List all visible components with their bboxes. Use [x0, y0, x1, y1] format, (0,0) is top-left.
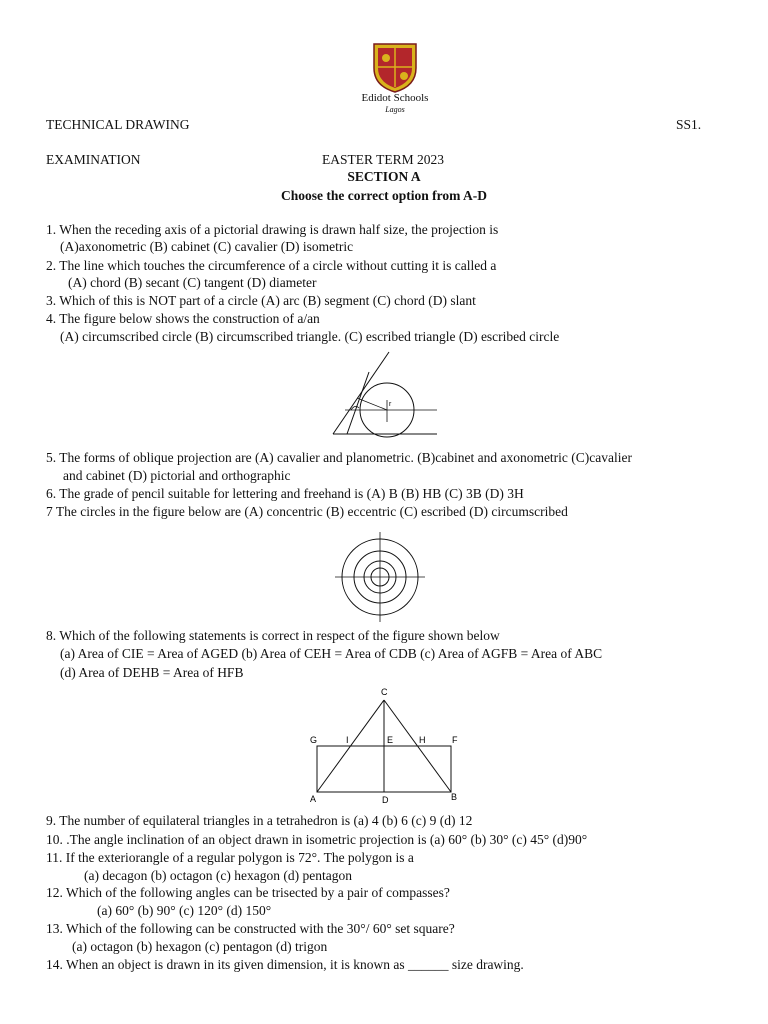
- question-1-options: (A)axonometric (B) cabinet (C) cavalier (D) isometric: [60, 239, 354, 254]
- question-11-options: (a) decagon (b) octagon (c) hexagon (d) pentagon: [84, 868, 353, 883]
- question-2-options: (A) chord (B) secant (C) tangent (D) diameter: [68, 275, 317, 290]
- figure1-label-r: r: [389, 401, 392, 408]
- logo-school-name: Edidot Schools: [361, 92, 429, 104]
- concentric-circles-figure: [335, 532, 425, 622]
- question-12-options: (a) 60° (b) 90° (c) 120° (d) 150°: [97, 903, 272, 918]
- question-2: 2. The line which touches the circumference of a circle without cutting it is called a: [46, 258, 497, 273]
- question-12: 12. Which of the following angles can be trisected by a pair of compasses?: [46, 885, 450, 900]
- exam-label: EXAMINATION: [46, 152, 141, 167]
- question-3: 3. Which of this is NOT part of a circle (A) arc (B) segment (C) chord (D) slant: [46, 293, 476, 308]
- figure3-label-H: H: [419, 735, 426, 745]
- logo-location: Lagos: [385, 105, 405, 114]
- figure3-label-G: G: [310, 735, 318, 745]
- figure3-label-E: E: [387, 735, 394, 745]
- figure3-label-F: F: [452, 735, 458, 745]
- question-5: 5. The forms of oblique projection are (A) cavalier and planometric. (B)cabinet and axonometric (C)cavalier: [46, 450, 633, 465]
- question-6: 6. The grade of pencil suitable for lettering and freehand is (A) B (B) HB (C) 3B (D) 3H: [46, 486, 524, 501]
- figure3-label-I: I: [346, 735, 349, 745]
- figure3-label-A: A: [310, 794, 317, 804]
- term-label: EASTER TERM 2023: [322, 152, 445, 167]
- triangle-rectangle-figure: [305, 684, 465, 806]
- figure3-label-B: B: [451, 792, 458, 802]
- question-8-options-2: (d) Area of DEHB = Area of HFB: [60, 665, 244, 680]
- figure3-label-D: D: [382, 795, 389, 805]
- subject-title: TECHNICAL DRAWING: [46, 117, 190, 132]
- question-8: 8. Which of the following statements is correct in respect of the figure shown below: [46, 628, 500, 643]
- question-9: 9. The number of equilateral triangles in a tetrahedron is (a) 4 (b) 6 (c) 9 (d) 12: [46, 813, 473, 828]
- question-13: 13. Which of the following can be constructed with the 30°/ 60° set square?: [46, 921, 455, 936]
- instruction-text: Choose the correct option from A-D: [280, 188, 488, 203]
- escribed-circle-figure: [325, 350, 445, 442]
- question-10: 10. .The angle inclination of an object drawn in isometric projection is (a) 60° (b) 30° (c) 45° (d)90°: [46, 832, 588, 847]
- question-4: 4. The figure below shows the construction of a/an: [46, 311, 320, 326]
- question-7: 7 The circles in the figure below are (A) concentric (B) eccentric (C) escribed (D) circumscribed: [46, 504, 568, 519]
- question-13-options: (a) octagon (b) hexagon (c) pentagon (d) trigon: [72, 939, 328, 954]
- question-8-options: (a) Area of CIE = Area of AGED (b) Area of CEH = Area of CDB (c) Area of AGFB = Area of ABC: [60, 646, 603, 661]
- question-5-options: and cabinet (D) pictorial and orthographic: [63, 468, 291, 483]
- question-11: 11. If the exteriorangle of a regular polygon is 72°. The polygon is a: [46, 850, 414, 865]
- question-14: 14. When an object is drawn in its given dimension, it is known as ______ size drawing.: [46, 957, 524, 972]
- question-4-options: (A) circumscribed circle (B) circumscribed triangle. (C) escribed triangle (D) escribed circle: [60, 329, 560, 344]
- class-label: SS1.: [676, 117, 702, 132]
- figure3-label-C: C: [381, 687, 388, 697]
- question-1: 1. When the receding axis of a pictorial drawing is drawn half size, the projection is: [46, 222, 499, 237]
- section-heading: SECTION A: [347, 169, 421, 184]
